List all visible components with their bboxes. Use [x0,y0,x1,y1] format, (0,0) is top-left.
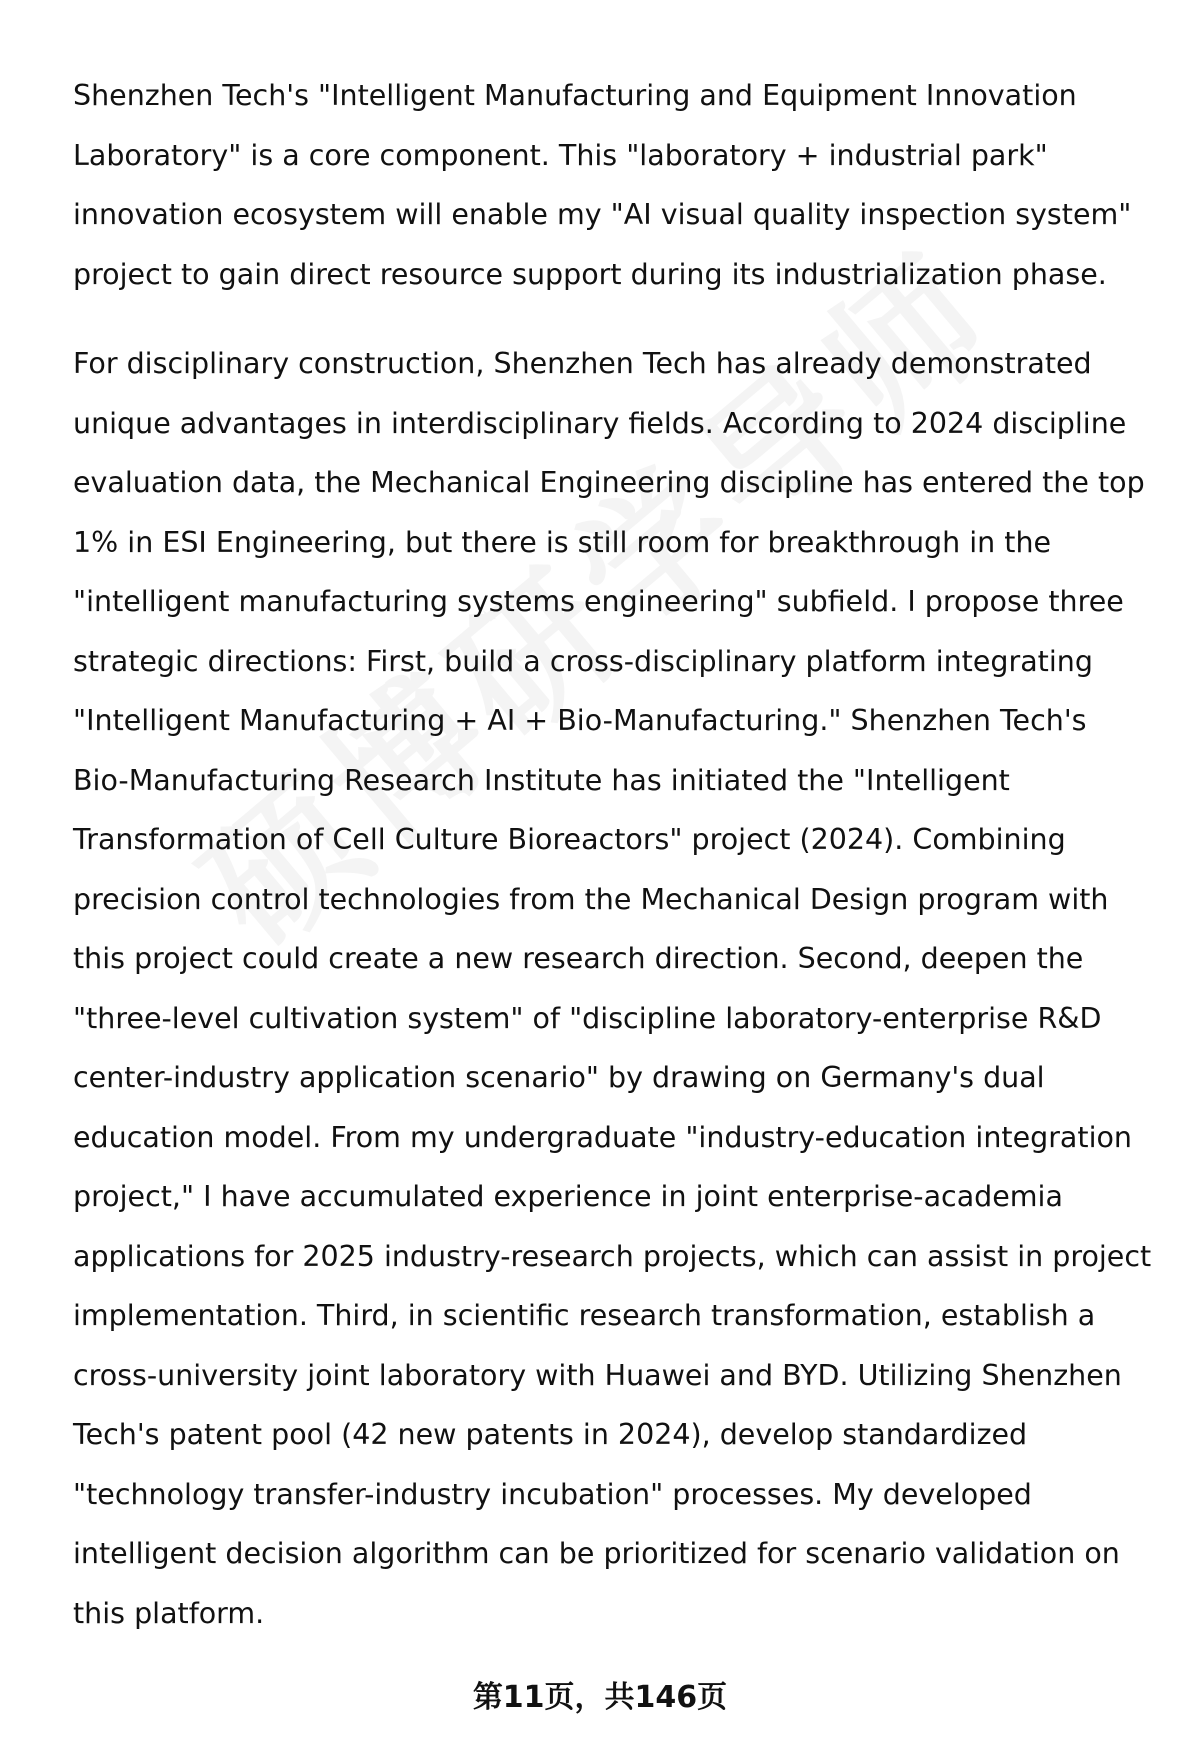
page-number-footer: 第11页，共146页 [472,1680,728,1715]
paragraph-disciplinary-construction: For disciplinary construction, Shenzhen Tech has already demonstrated unique advantages in interdisciplinary fields. According to 2024 discipline evaluation data, the Mechanical Engineering discipline has entered the top 1% in ESI Engineering, but there is still room for breakthrough in the "intelligent manufacturing systems engineering" subfield. I propose three strategic directions: First, build a cross-disciplinary platform integrating "Intelligent Manufacturing + AI + Bio-Manufacturing." Shenzhen Tech's Bio-Manufacturing Research Institute has initiated the "Intelligent Transformation of Cell Culture Bioreactors" project (2024). Combining precision control technologies from the Mechanical Design program with this project could create a new research direction. Second, deepen the "three-level cultivation system" of "discipline laboratory-enterprise R&D center-industry application scenario" by drawing on Germany's dual education model. From my undergraduate "industry-education integration project," I have accumulated experience in joint enterprise-academia applications for 2025 industry-research projects, which can assist in project implementation. Third, in scientific research transformation, establish a cross-university joint laboratory with Huawei and BYD. Utilizing Shenzhen Tech's patent pool (42 new patents in 2024), develop standardized "technology transfer-industry incubation" processes. My developed intelligent decision algorithm can be prioritized for scenario validation on this platform. [73,347,1152,1630]
paragraph-lab-ecosystem: Shenzhen Tech's "Intelligent Manufacturing and Equipment Innovation Laboratory" is a core component. This "laboratory + industrial park" innovation ecosystem will enable my "AI visual quality inspection system" project to gain direct resource support during its industrialization phase. [73,79,1132,291]
document-body [73,66,1153,1673]
